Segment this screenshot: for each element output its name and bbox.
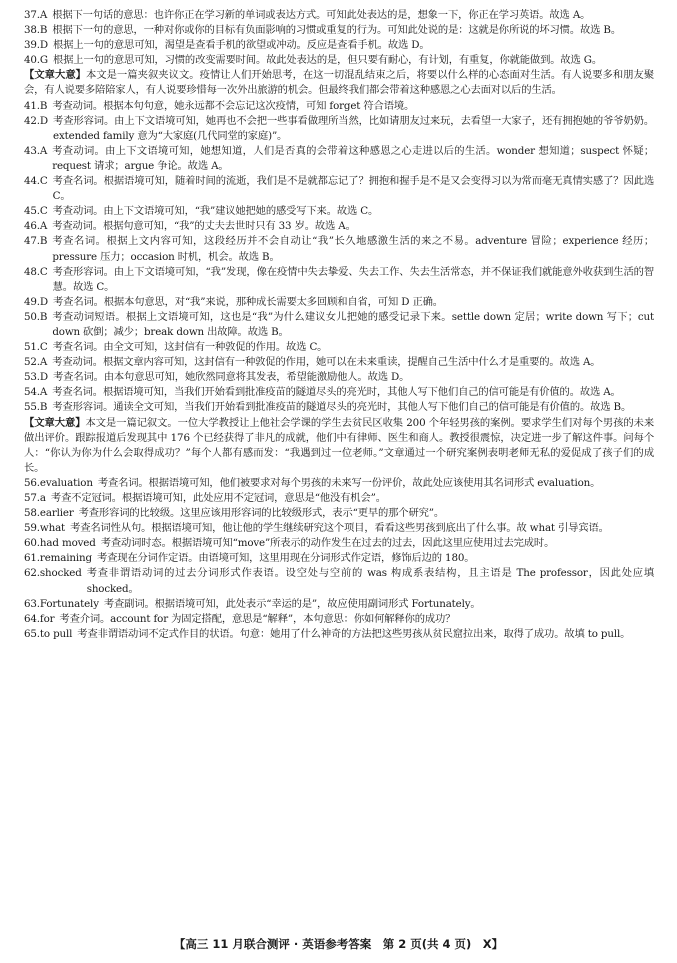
answer-number: 61.remaining <box>24 552 92 565</box>
answer-explanation: 考查名词。根据本句意思，对“我”来说，那种成长需要太多回顾和自省，可知 D 正确。 <box>53 295 443 308</box>
answer-item <box>24 491 654 506</box>
answer-item <box>24 536 654 551</box>
answer-explanation: 考查动词。由上下文语境可知，“我”建议她把她的感受写下来。故选 C。 <box>52 205 379 218</box>
answer-number: 54.A <box>24 386 48 399</box>
answer-item <box>24 8 654 23</box>
answer-item <box>24 340 654 355</box>
answer-item <box>24 310 654 340</box>
article-summary <box>24 68 654 98</box>
answer-number: 65.to pull <box>24 627 73 640</box>
answer-explanation: 根据上一句的意思可知，渴望是查看手机的欲望或冲动。反应是查看手机。故选 D。 <box>53 39 430 52</box>
answer-number: 63.Fortunately <box>24 597 99 610</box>
page-footer: 【高三 11 月联合测评 · 英语参考答案 第 2 页(共 4 页) X】 <box>173 937 504 951</box>
answer-item <box>24 174 654 204</box>
answer-number: 49.D <box>24 295 49 308</box>
answer-explanation: 根据上一句的意思可知，习惯的改变需要时间。故此处表达的是，但只要有耐心，有计划，有重复，你就能做到。故选 G。 <box>53 54 602 67</box>
summary-text: 本文是一篇夹叙夹议文。疫情让人们开始思考，在这一切混乱结束之后，将要以什么样的心态面对生活。有人说要多和朋友聚会，有人说要多陪陪家人，有人说要珍惜每一次外出旅游的机会。但最终我们都会带着这种感恩之心去面对以后的生活。 <box>24 69 654 97</box>
answer-number: 38.B <box>24 24 48 37</box>
answer-explanation: 考查名词。根据语境可知，当我们开始看到批准疫苗的隧道尽头的亮光时，其他人写下他们自己的信可能是有价值的。故选 A。 <box>52 386 621 399</box>
answer-number: 42.D <box>24 114 49 127</box>
answer-number: 46.A <box>24 220 48 233</box>
answer-item <box>24 506 654 521</box>
answer-number: 47.B <box>24 235 48 248</box>
answer-explanation: 考查动词短语。根据上文语境可知，这也是“我”为什么建议女儿把她的感受记录下来。settle down 定居；write down 写下；cut down 砍倒；减少；break down 出故障。故选 B。 <box>52 310 654 338</box>
answer-explanation: 考查形容词的比较级。这里应该用形容词的比较级形式，表示“更早的那个研究”。 <box>78 507 445 520</box>
answer-item <box>24 385 654 400</box>
answer-number: 41.B <box>24 99 48 112</box>
answer-number: 56.evaluation <box>24 476 93 489</box>
answer-explanation: 考查动词时态。根据语境可知“move”所表示的动作发生在过去的过去，因此这里应使用过去完成时。 <box>100 537 555 550</box>
answer-explanation: 根据下一句的意思，一种对你或你的目标有负面影响的习惯或重复的行为。可知此处说的是：这就是你所说的坏习惯。故选 B。 <box>52 24 621 37</box>
answer-content <box>24 8 654 642</box>
article-summary <box>24 416 654 476</box>
answer-explanation: 考查动词。由上下文语境可知，她想知道，人们是否真的会带着这种感恩之心走进以后的生活。wonder 想知道；suspect 怀疑；request 请求；argue 争论。故选 A。 <box>52 144 654 172</box>
answer-number: 59.what <box>24 522 66 535</box>
answer-explanation: 考查名词性从句。根据语境可知，他让他的学生继续研究这个项目，看看这些男孩到底出了什么事。故 what 引导宾语。 <box>70 522 609 535</box>
answer-number: 45.C <box>24 205 48 218</box>
answer-explanation: 考查现在分词作定语。由语境可知，这里用现在分词形式作定语，修饰后边的 180。 <box>96 552 475 565</box>
answer-explanation: 考查名词。根据上文内容可知，这段经历并不会自动让“我”长久地感激生活的来之不易。adventure 冒险；experience 经历；pressure 压力；occasion 时机，机会。故选 B。 <box>52 235 654 263</box>
answer-explanation: 考查动词。根据本句句意，她永远都不会忘记这次疫情，可知 forget 符合语境。 <box>52 99 415 112</box>
answer-item <box>24 295 654 310</box>
answer-number: 50.B <box>24 310 48 323</box>
answer-item <box>24 144 654 174</box>
summary-tag: 【文章大意】 <box>24 69 86 82</box>
answer-explanation: 考查形容词。由上下文语境可知，她再也不会把一些事看做理所当然，比如请朋友过来玩，去看望一大家子，还有拥抱她的爷爷奶奶。extended family 意为“大家庭(几代同堂的家庭)”。 <box>53 114 654 142</box>
answer-item <box>24 566 654 596</box>
answer-number: 39.D <box>24 39 49 52</box>
answer-number: 64.for <box>24 612 55 625</box>
answer-item <box>24 38 654 53</box>
answer-item <box>24 612 654 627</box>
answer-number: 52.A <box>24 356 48 369</box>
answer-item <box>24 234 654 264</box>
answer-explanation: 考查动词。根据句意可知，“我”的丈夫去世时只有 33 岁。故选 A。 <box>52 220 356 233</box>
answer-item <box>24 53 654 68</box>
answer-item <box>24 521 654 536</box>
answer-item <box>24 551 654 566</box>
answer-explanation: 考查名词。由本句意思可知，她欣然同意将其发表，希望能激励他人。故选 D。 <box>53 371 410 384</box>
answer-number: 44.C <box>24 175 48 188</box>
answer-number: 48.C <box>24 265 48 278</box>
answer-number: 37.A <box>24 9 48 21</box>
answer-number: 57.a <box>24 492 46 504</box>
answer-number: 51.C <box>24 341 48 354</box>
answer-item <box>24 204 654 219</box>
answer-number: 53.D <box>24 371 49 384</box>
answer-item <box>24 370 654 385</box>
answer-item <box>24 23 654 38</box>
answer-explanation: 考查名词。根据语境可知，他们被要求对每个男孩的未来写一份评价，故此处应该使用其名词形式 evaluation。 <box>97 476 601 489</box>
summary-tag: 【文章大意】 <box>24 416 86 429</box>
answer-item <box>24 114 654 144</box>
answer-item <box>24 355 654 370</box>
answer-item <box>24 219 654 234</box>
answer-number: 58.earlier <box>24 507 74 520</box>
answer-explanation: 考查名词。由全文可知，这封信有一种敦促的作用。故选 C。 <box>52 341 328 354</box>
answer-explanation: 考查形容词。通读全文可知，当我们开始看到批准疫苗的隧道尽头的亮光时，其他人写下他们自己的信可能是有价值的。故选 B。 <box>52 401 632 414</box>
answer-explanation: 考查介词。account for 为固定搭配，意思是“解释”，本句意思：你如何解释你的成功？ <box>59 612 456 625</box>
answer-number: 43.A <box>24 144 48 157</box>
answer-number: 55.B <box>24 401 48 414</box>
answer-explanation: 考查形容词。由上下文语境可知，“我”发现，像在疫情中失去挚爱、失去工作、失去生活常态，并不保证我们就能意外收获到生活的智慧。故选 C。 <box>52 265 654 293</box>
answer-number: 40.G <box>24 54 49 67</box>
answer-item <box>24 400 654 415</box>
answer-number: 60.had moved <box>24 537 96 550</box>
answer-item <box>24 265 654 295</box>
summary-text: 本文是一篇记叙文。一位大学教授让上他社会学课的学生去贫民区收集 200 个年轻男孩的案例。要求学生们对每个男孩的未来做出评价。跟踪报道后发现其中 176 个已经获得了非凡的成就，他们中有律师、医生和商人。教授很震惊，决定进一步了解这件事。问每个人：“你认为你为什么会取得成功？”每个人都有感而发：“我遇到过一位老师。”文章通过一个研究案例表明老师无私的爱促成了孩子们的成长。 <box>24 416 654 474</box>
answer-explanation: 考查非谓语动词的过去分词形式作表语。设空处与空前的 was 构成系表结构，且主语是 The professor，因此处应填 shocked。 <box>86 567 654 595</box>
answer-explanation: 考查名词。根据语境可知，随着时间的流逝，我们是不是就都忘记了？拥抱和握手是不是又会变得习以为常而毫无真情实感了？因此选 C。 <box>52 175 654 203</box>
answer-explanation: 考查动词。根据文章内容可知，这封信有一种敦促的作用，她可以在未来重读，提醒自己生活中什么才是重要的。故选 A。 <box>52 356 601 369</box>
answer-item <box>24 476 654 491</box>
answer-explanation: 考查非谓语动词不定式作目的状语。句意：她用了什么神奇的方法把这些男孩从贫民窟拉出来，取得了成功。故填 to pull。 <box>77 627 631 640</box>
answer-item <box>24 99 654 114</box>
answer-explanation: 考查不定冠词。根据语境可知，此处应用不定冠词，意思是“他没有机会”。 <box>50 492 386 504</box>
answer-explanation: 考查副词。根据语境可知，此处表示“幸运的是”，故应使用副词形式 Fortunately。 <box>103 597 481 610</box>
answer-item <box>24 627 654 642</box>
answer-explanation: 根据下一句话的意思：也许你正在学习新的单词或表达方式。可知此处表达的是，想象一下，你正在学习英语。故选 A。 <box>52 9 591 21</box>
answer-number: 62.shocked <box>24 567 82 580</box>
answer-item <box>24 597 654 612</box>
